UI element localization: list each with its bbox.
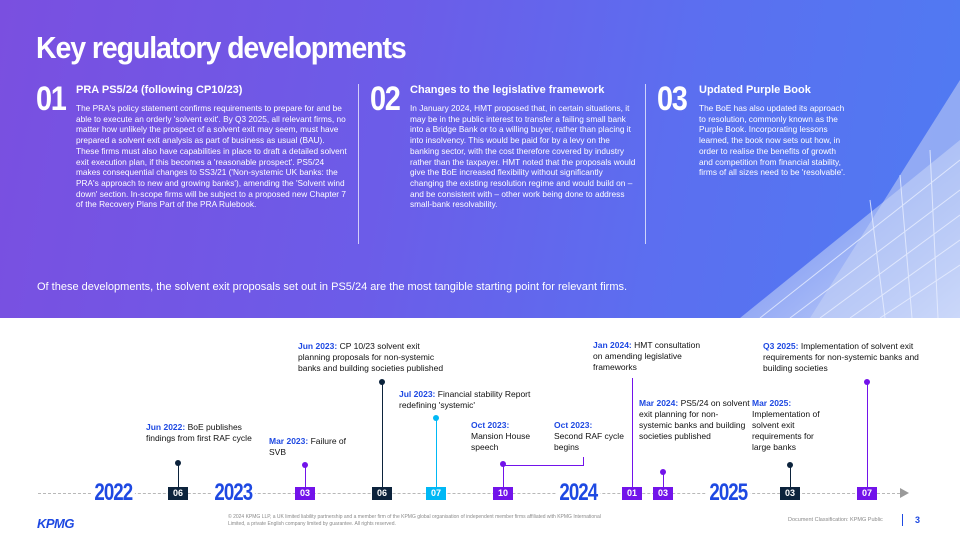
event-connector (382, 382, 383, 487)
column-number: 02 (370, 80, 400, 118)
event-dot (864, 379, 870, 385)
footer-divider (902, 514, 903, 526)
column-heading: Changes to the legislative framework (410, 84, 605, 96)
event-dot (660, 469, 666, 475)
month-marker: 07 (857, 487, 877, 500)
year-label: 2022 (92, 478, 135, 508)
footer-legal-text: © 2024 KPMG LLP, a UK limited liability partnership and a member firm of the KPMG global organisation of independent member firms affiliated with KPMG International Limited, a private English company limited by guarantee. All rights reserved. (228, 514, 601, 527)
kpmg-logo: KPMG (37, 516, 74, 531)
column-number: 03 (657, 80, 687, 118)
page-title: Key regulatory developments (36, 30, 406, 65)
event-date: Jun 2023: (298, 341, 338, 351)
event-dot (433, 415, 439, 421)
event-connector (663, 473, 664, 487)
event-text: Failure of SVB (269, 436, 347, 457)
month-marker: 03 (653, 487, 673, 500)
event-date: Oct 2023: (471, 420, 510, 430)
event-date: Oct 2023: (554, 420, 593, 430)
timeline-event (146, 422, 256, 444)
event-dot (379, 379, 385, 385)
year-label: 2023 (212, 478, 255, 508)
event-connector (503, 465, 583, 466)
event-date: Jun 2022: (146, 422, 186, 432)
event-connector (436, 419, 437, 487)
event-connector (305, 466, 306, 487)
month-marker: 10 (493, 487, 513, 500)
event-connector (503, 465, 504, 487)
column-body: In January 2024, HMT proposed that, in certain situations, it may be in the public interest to transfer a failing small bank into a Bridge Bank or to a willing buyer, rather than placing it into insolvency. This would be paid for by a levy on the banking sector, with the cost therefore covered by industry rather than the taxpayer. HMT noted that the proposals would give the BoE increased flexibility without significantly changing the existing resolution regime and would build on – and be consistent with – other work being done to address small-bank resolvability. (410, 103, 636, 210)
month-marker: 01 (622, 487, 642, 500)
event-dot (787, 462, 793, 468)
event-text: Second RAF cycle begins (554, 431, 624, 452)
month-marker: 06 (168, 487, 188, 500)
timeline-event (554, 420, 624, 453)
timeline-event (471, 420, 551, 453)
timeline-event (269, 436, 355, 458)
event-date: Mar 2023: (269, 436, 309, 446)
year-label: 2025 (707, 478, 750, 508)
document-classification: Document Classification: KPMG Public (788, 517, 883, 523)
timeline-event (399, 389, 533, 411)
timeline-event (298, 341, 450, 374)
event-text: Financial stability Report redefining 'systemic' (399, 389, 531, 410)
month-marker: 06 (372, 487, 392, 500)
column-body: The BoE has also updated its approach to resolution, commonly known as the Purple Book. Incorporating lessons learned, the book now sets out how, in order to realise the benefits of growth and competition from financial stability, firms of all sizes need to be 'resolvable'. (699, 103, 846, 178)
event-text: Implementation of solvent exit requirements for large banks (752, 409, 820, 452)
arrow-right-icon (900, 488, 909, 498)
event-dot (500, 461, 506, 467)
event-connector (583, 457, 584, 466)
event-text: HMT consultation on amending legislative frameworks (593, 340, 701, 372)
page-number: 3 (915, 515, 921, 525)
month-marker: 03 (780, 487, 800, 500)
event-connector (632, 378, 633, 487)
column-heading: PRA PS5/24 (following CP10/23) (76, 84, 243, 96)
event-date: Jul 2023: (399, 389, 436, 399)
timeline-event (752, 398, 834, 453)
month-marker: 03 (295, 487, 315, 500)
event-date: Q3 2025: (763, 341, 799, 351)
event-text: BoE publishes findings from first RAF cycle (146, 422, 252, 443)
timeline (0, 318, 960, 540)
event-connector (790, 466, 791, 487)
event-date: Jan 2024: (593, 340, 632, 350)
timeline-event (763, 341, 925, 374)
year-label: 2024 (557, 478, 600, 508)
event-date: Mar 2025: (752, 398, 792, 408)
event-text: PS5/24 on solvent exit planning for non-systemic banks and building societies published (639, 398, 750, 441)
event-text: Implementation of solvent exit requirements for non-systemic banks and building societies (763, 341, 919, 373)
event-text: Mansion House speech (471, 431, 531, 452)
column-heading: Updated Purple Book (699, 84, 811, 96)
summary-text: Of these developments, the solvent exit proposals set out in PS5/24 are the most tangible starting point for relevant firms. (37, 281, 628, 293)
column-number: 01 (36, 80, 66, 118)
event-text: CP 10/23 solvent exit planning proposals for non-systemic banks and building societies published (298, 341, 444, 373)
event-connector (867, 382, 868, 487)
event-connector (178, 463, 179, 487)
column-body: The PRA's policy statement confirms requirements to prepare for and be able to execute an orderly 'solvent exit'. By Q3 2025, all relevant firms, no matter how unlikely the prospect of a solvent exit may seem, must have prepared a solvent exit analysis as part of business as usual (BAU). These firms must also have capabilities in place to draft a detailed solvent exit execution plan, if this becomes a 'reasonable prospect'. PS5/24 makes consequential changes to SS3/21 ('Non-systemic UK banks: the PRA's approach to new and growing banks'), amending the 'Solvent wind down' section. In-scope firms will be subject to a proposed new Chapter 7 of the Recovery Plans Part of the PRA Rulebook. (76, 103, 347, 210)
timeline-event (639, 398, 751, 442)
event-dot (302, 462, 308, 468)
event-dot (175, 460, 181, 466)
timeline-event (593, 340, 711, 373)
event-date: Mar 2024: (639, 398, 679, 408)
month-marker: 07 (426, 487, 446, 500)
column-divider (358, 84, 359, 244)
column-divider (645, 84, 646, 244)
